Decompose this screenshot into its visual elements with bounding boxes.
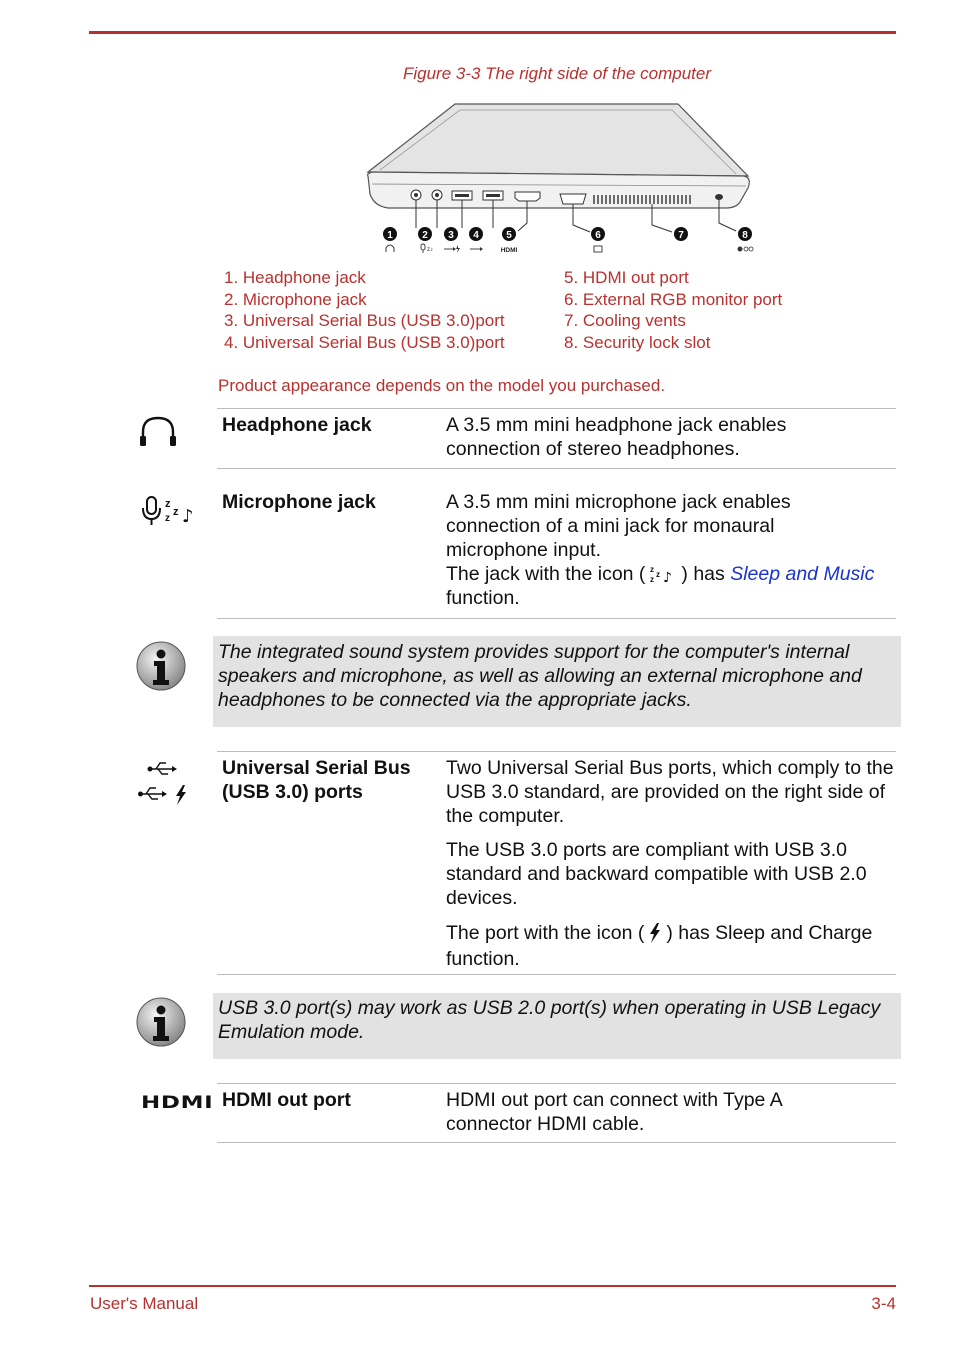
table-rule — [217, 408, 896, 409]
info-icon — [135, 640, 187, 692]
header-rule — [89, 31, 896, 34]
table-rule — [217, 751, 896, 752]
term-headphone-jack: Headphone jack — [222, 414, 372, 436]
legend-item: 2. Microphone jack — [224, 289, 367, 309]
usb-desc-3 — [446, 920, 896, 972]
callout-1: 1 — [387, 230, 393, 241]
table-rule — [217, 974, 896, 975]
hdmi-mini-icon: HDMI — [500, 247, 518, 254]
text-fragment: ) has Sleep and Charge function. — [446, 922, 873, 970]
callout-2: 2 — [422, 230, 428, 241]
microphone-tail: function. — [446, 587, 520, 609]
callout-4: 4 — [473, 230, 479, 241]
hdmi-icon: HDMI — [141, 1093, 214, 1113]
microphone-icon-line — [446, 562, 896, 586]
term-hdmi-out-port: HDMI out port — [222, 1089, 351, 1111]
table-rule — [217, 1142, 896, 1143]
svg-text:z: z — [165, 513, 170, 524]
lock-mini-icon — [738, 247, 754, 252]
term-microphone-jack: Microphone jack — [222, 491, 376, 513]
callout-3: 3 — [448, 230, 454, 241]
info-icon — [135, 996, 187, 1048]
laptop-lid — [368, 104, 748, 176]
appearance-note: Product appearance depends on the model you purchased. — [218, 376, 666, 395]
laptop-base — [368, 172, 750, 208]
usb-mini-icon — [470, 247, 483, 251]
desc-hdmi-out-port: HDMI out port can connect with Type A connector HDMI cable. — [446, 1089, 782, 1135]
legend-left — [224, 267, 505, 354]
svg-text:z: z — [165, 498, 171, 510]
table-rule — [217, 1083, 896, 1084]
sleep-and-music-link[interactable]: Sleep and Music — [730, 563, 875, 585]
port-rgb — [560, 194, 586, 204]
port-hdmi — [515, 192, 540, 201]
port-security-lock — [715, 194, 723, 200]
info-note-usb: USB 3.0 port(s) may work as USB 2.0 port(s) when operating in USB Legacy Emulation mode. — [218, 997, 881, 1043]
callout-markers — [383, 227, 752, 241]
usb-charge-mini-icon — [444, 245, 460, 253]
svg-text:♪: ♪ — [182, 506, 194, 527]
svg-text:z: z — [656, 570, 661, 579]
headphone-mini-icon — [386, 245, 394, 252]
footer-title: User's Manual — [90, 1294, 199, 1313]
svg-text:z: z — [650, 565, 655, 574]
legend-item: 6. External RGB monitor port — [564, 289, 783, 309]
legend-item: 3. Universal Serial Bus (USB 3.0)port — [224, 311, 505, 331]
legend-item: 7. Cooling vents — [564, 311, 686, 331]
headphone-icon — [138, 414, 178, 450]
rgb-monitor-mini-icon — [594, 246, 602, 252]
sleep-music-icon — [648, 564, 678, 584]
charge-bolt-icon — [174, 784, 188, 806]
table-rule — [217, 468, 896, 469]
desc-headphone-jack: A 3.5 mm mini headphone jack enables connection of stereo headphones. — [446, 414, 787, 460]
microphone-sleep-music-icon — [140, 494, 198, 528]
callout-7: 7 — [678, 230, 684, 241]
footer-rule — [89, 1285, 896, 1287]
microphone-mini-icon — [421, 244, 433, 253]
desc-microphone-jack — [446, 490, 896, 610]
figure-caption: Figure 3-3 The right side of the computer — [402, 64, 712, 83]
term-line: Universal Serial Bus — [222, 757, 411, 779]
legend-right — [564, 267, 782, 354]
table-rule — [217, 618, 896, 619]
usb-desc-1: Two Universal Serial Bus ports, which comply to the USB 3.0 standard, are provided on the right side of the computer. — [446, 757, 894, 827]
legend-item: 8. Security lock slot — [564, 333, 711, 353]
svg-text:♪: ♪ — [663, 570, 673, 584]
legend-item: 5. HDMI out port — [564, 268, 689, 287]
legend-item: 1. Headphone jack — [224, 268, 366, 287]
svg-text:z: z — [173, 506, 179, 518]
laptop-right-side-illustration — [360, 98, 760, 258]
legend-item: 4. Universal Serial Bus (USB 3.0)port — [224, 333, 505, 353]
term-line: (USB 3.0) ports — [222, 781, 363, 803]
term-usb-ports — [222, 756, 411, 804]
desc-usb-ports — [446, 756, 896, 972]
callout-5: 5 — [506, 230, 512, 241]
page-number: 3-4 — [871, 1294, 896, 1313]
info-note-sound: The integrated sound system provides support for the computer's internal speakers and microphone, as well as allowing an external microphone and headphones to be connected via the appropriate jacks. — [218, 641, 862, 711]
text-fragment: The port with the icon ( — [446, 922, 645, 944]
text-fragment: ) has — [681, 563, 725, 585]
callout-6: 6 — [595, 230, 601, 241]
callout-8: 8 — [742, 230, 748, 241]
charge-bolt-inline-icon — [647, 922, 663, 944]
text-fragment: The jack with the icon ( — [446, 563, 646, 585]
usb-desc-2: The USB 3.0 ports are compliant with USB 3.0 standard and backward compatible with USB 2.0 devices. — [446, 839, 867, 909]
svg-text:z♪: z♪ — [427, 247, 433, 253]
microphone-desc-text: A 3.5 mm mini microphone jack enables connection of a mini jack for monaural microphone input. — [446, 491, 791, 561]
svg-text:z: z — [650, 575, 655, 584]
